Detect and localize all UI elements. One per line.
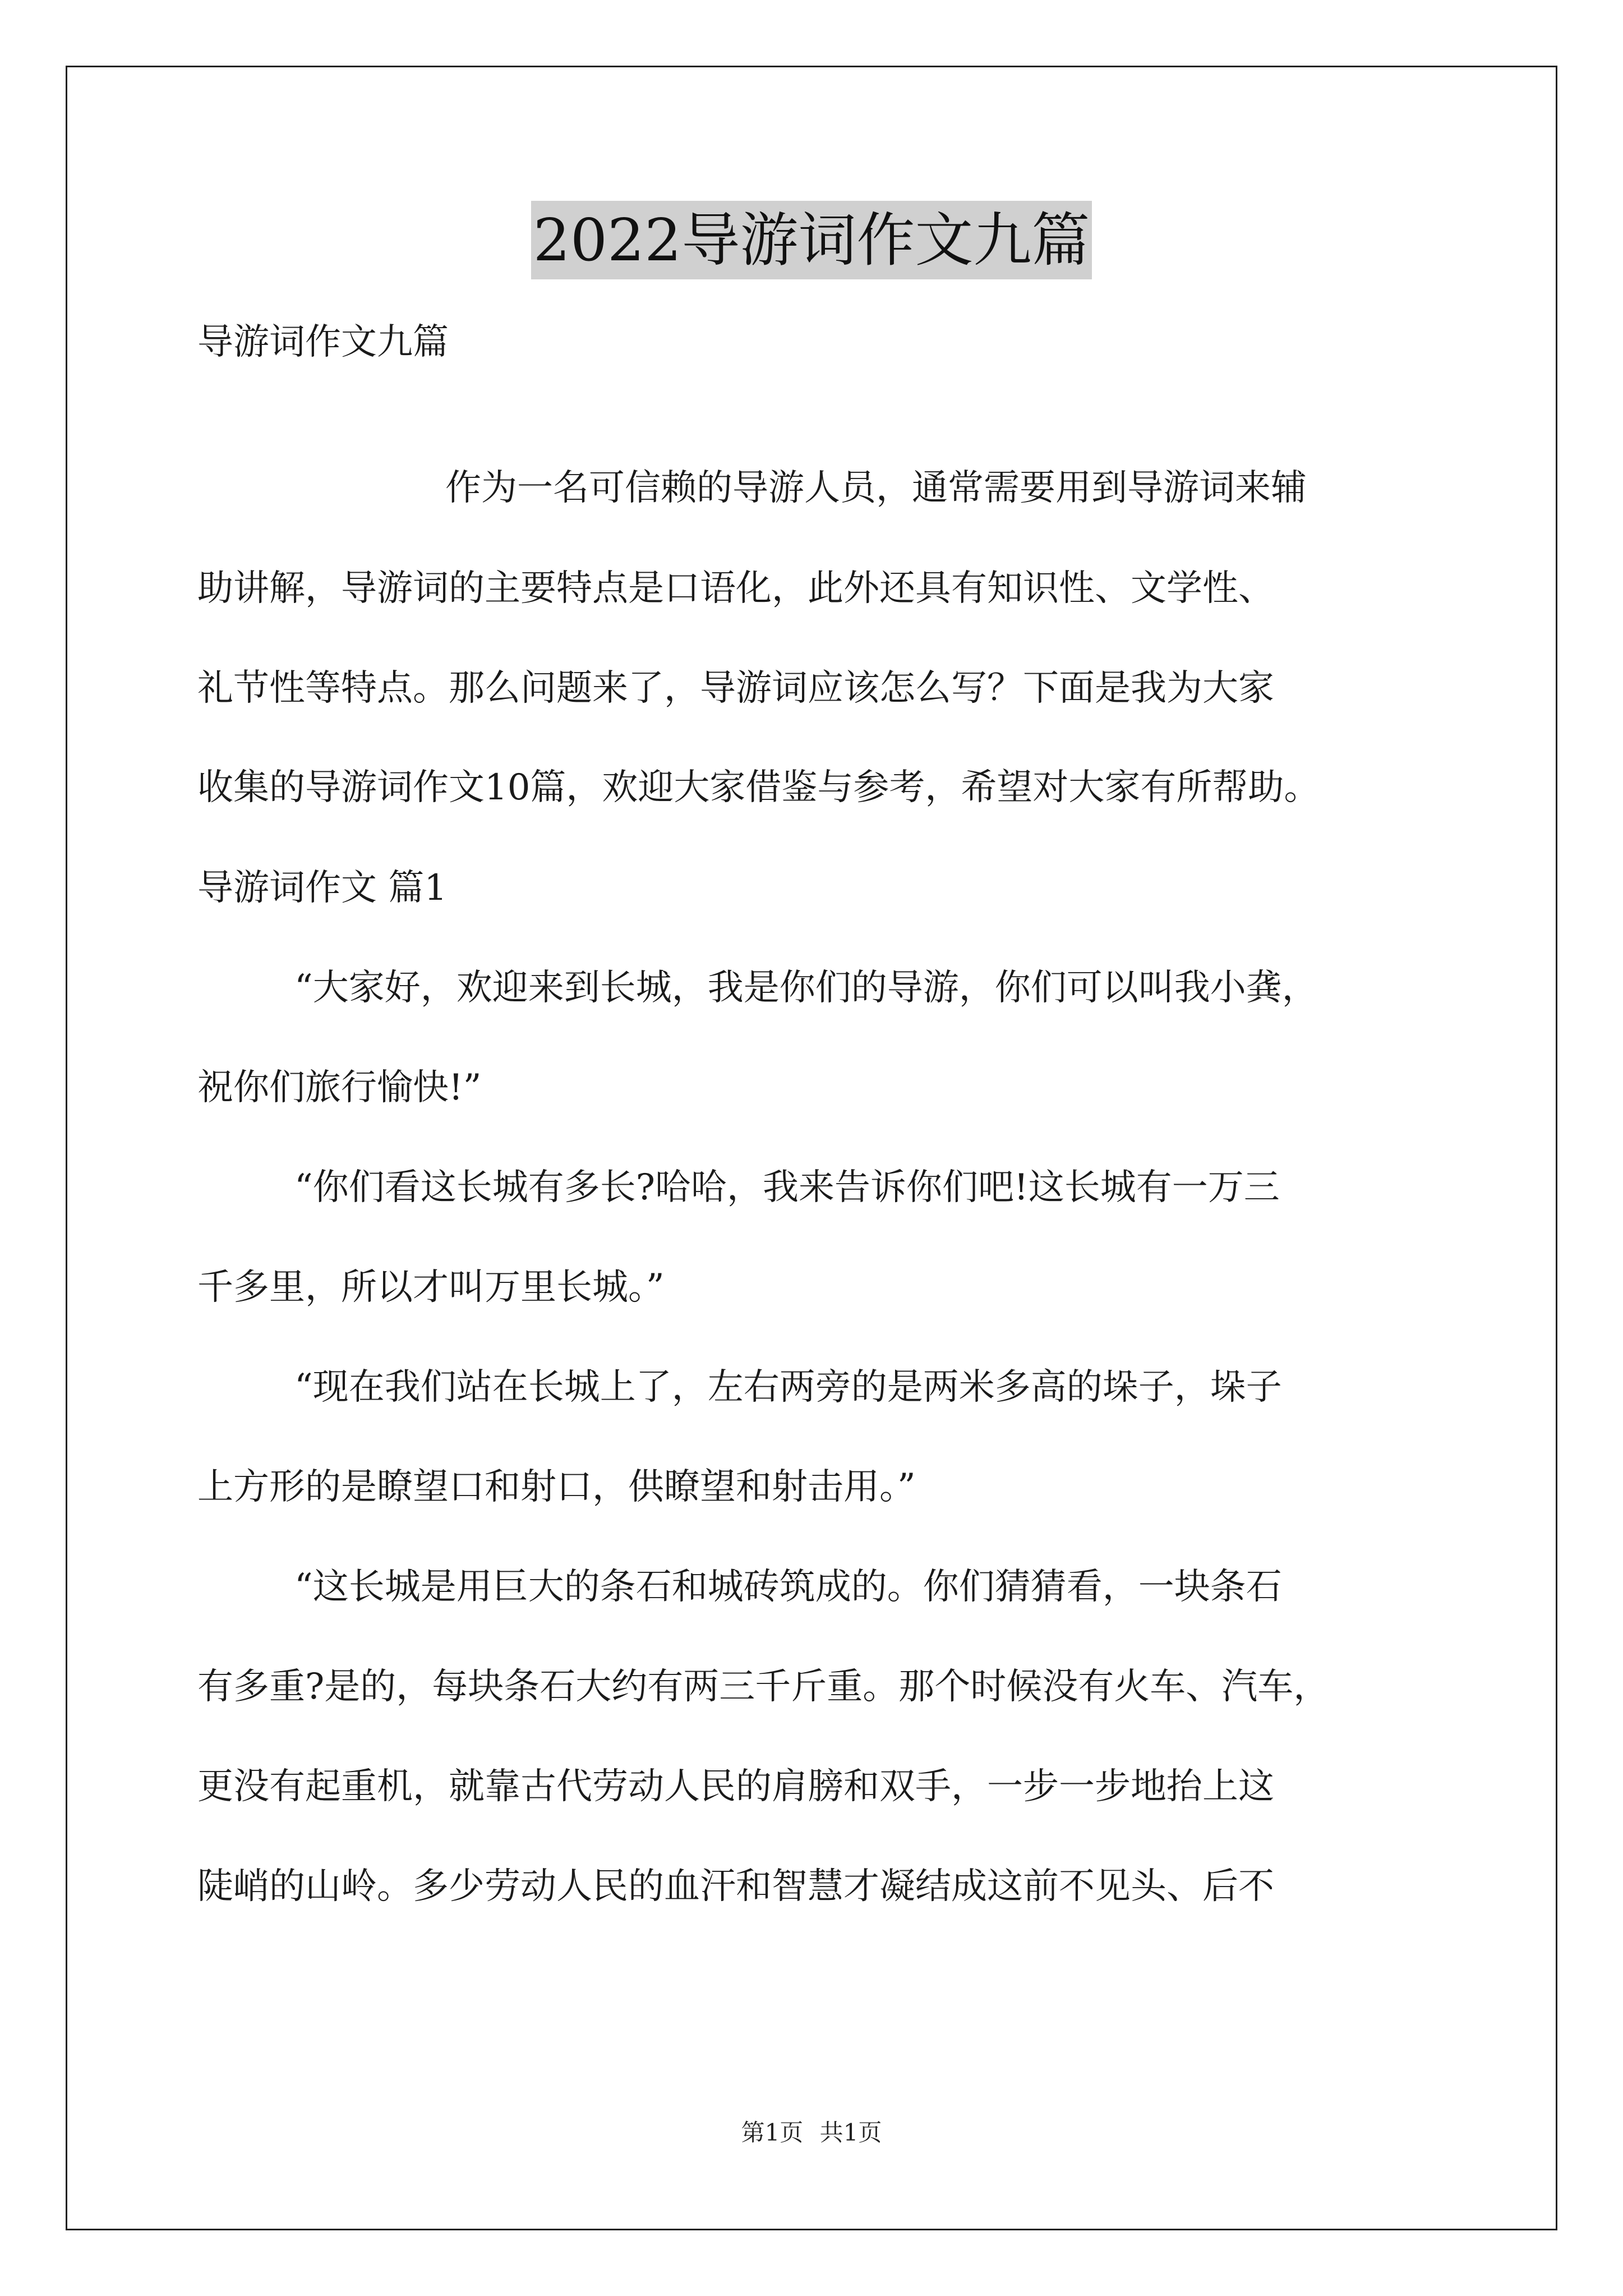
page-number: 第1页: [741, 2119, 804, 2146]
paragraph-line: 上方形的是瞭望口和射口，供瞭望和射击用。”: [197, 1466, 916, 1508]
section-heading: 导游词作文 篇1: [197, 867, 448, 909]
page-footer: [0, 2116, 1623, 2150]
paragraph-line: “你们看这长城有多长?哈哈，我来告诉你们吧!这长城有一万三: [294, 1167, 1280, 1208]
paragraph-line: 祝你们旅行愉快!”: [197, 1067, 482, 1108]
paragraph-line: 更没有起重机，就靠古代劳动人民的肩膀和双手，一步一步地抬上这: [197, 1766, 1274, 1807]
paragraph-line: 作为一名可信赖的导游人员，通常需要用到导游词来辅: [445, 467, 1307, 509]
document-title: 2022导游词作文九篇: [531, 201, 1092, 279]
page-total: 共1页: [819, 2119, 882, 2146]
paragraph-line: “大家好，欢迎来到长城，我是你们的导游，你们可以叫我小龚，: [294, 967, 1318, 1009]
paragraph-line: 礼节性等特点。那么问题来了，导游词应该怎么写？下面是我为大家: [197, 668, 1274, 709]
paragraph-line: 收集的导游词作文10篇，欢迎大家借鉴与参考，希望对大家有所帮助。: [197, 767, 1320, 808]
paragraph-line: 千多里，所以才叫万里长城。”: [197, 1267, 665, 1308]
paragraph-line: 陡峭的山岭。多少劳动人民的血汗和智慧才凝结成这前不见头、后不: [197, 1866, 1274, 1907]
paragraph-line: 有多重?是的，每块条石大约有两三千斤重。那个时候没有火车、汽车，: [197, 1666, 1330, 1708]
paragraph-line: “这长城是用巨大的条石和城砖筑成的。你们猜猜看，一块条石: [294, 1566, 1282, 1608]
document-subtitle: 导游词作文九篇: [197, 321, 449, 363]
paragraph-line: “现在我们站在长城上了，左右两旁的是两米多高的垛子，垛子: [294, 1366, 1282, 1408]
paragraph-line: 助讲解，导游词的主要特点是口语化，此外还具有知识性、文学性、: [197, 568, 1274, 609]
title-container: [0, 201, 1623, 279]
